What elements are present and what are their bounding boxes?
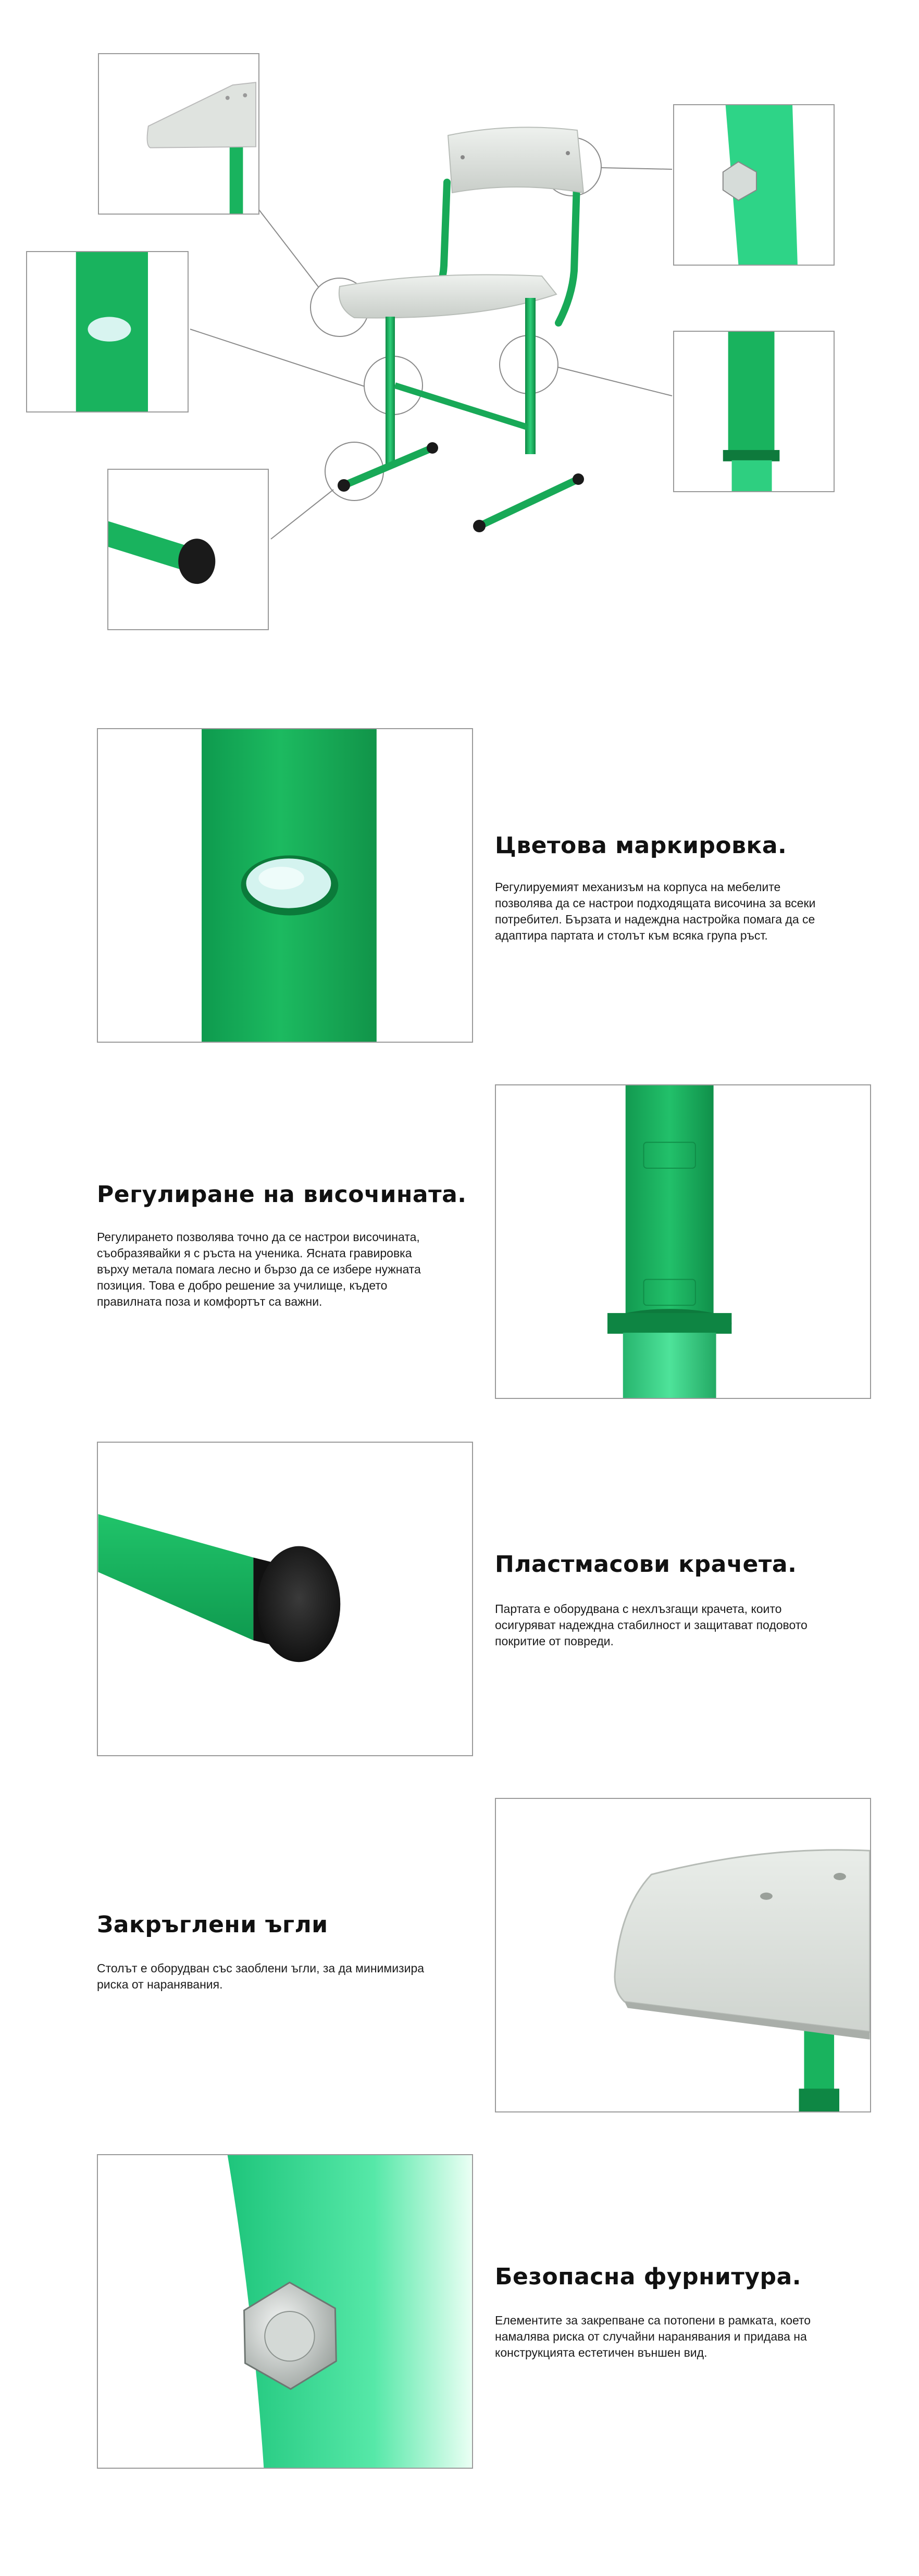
thumb-color-mark [26, 251, 189, 412]
thumb-rounded-corner [98, 53, 259, 215]
section-text-color-mark: Регулируемият механизъм на корпуса на мебелите позволява да се настрои подходящата височина за всеки потребител. Бързата и надеждна настройка помага да се адаптира партата и столът към всяка група ръст. [495, 880, 816, 942]
thumb-plastic-foot [107, 469, 269, 630]
photo-plastic-foot [97, 1442, 473, 1756]
section-title-rounded-corners: Закръглени ъгли [97, 1911, 328, 1938]
thumb-safe-fitting [673, 104, 835, 266]
photo-rounded-corners [495, 1798, 871, 2112]
chair-illustration [323, 115, 615, 542]
photo-color-mark [97, 728, 473, 1043]
thumb-height-adjust [673, 331, 835, 492]
section-text-plastic-foot: Партата е оборудвана с нехлъзгащи крачета, които осигуряват надеждна стабилност и защитават подовото покритие от повреди. [495, 1602, 808, 1648]
section-text-height-adjust: Регулирането позволява точно да се настрои височината, съобразявайки я с ръста на ученика. Ясната гравировка върху метала помага лесно и бързо да се избере нужната позиция. Това е добро решение за училище, където правилната поза и комфортът са важни. [97, 1230, 421, 1308]
section-text-rounded-corners: Столът е оборудван със заоблени ъгли, за да минимизира риска от наранявания. [97, 1961, 425, 1991]
photo-safe-fitting [97, 2154, 473, 2469]
section-title-height-adjust: Регулиране на височината. [97, 1181, 467, 1208]
section-text-safe-fitting: Елементите за закрепване са потопени в рамката, което намалява риска от случайни наранявания и придава на конструкцията естетичен външен вид. [495, 2314, 811, 2359]
section-title-safe-fitting: Безопасна фурнитура. [495, 2264, 801, 2290]
photo-height-adjust [495, 1084, 871, 1399]
section-title-plastic-foot: Пластмасови крачета. [495, 1551, 797, 1578]
section-title-color-mark: Цветова маркировка. [495, 832, 787, 859]
